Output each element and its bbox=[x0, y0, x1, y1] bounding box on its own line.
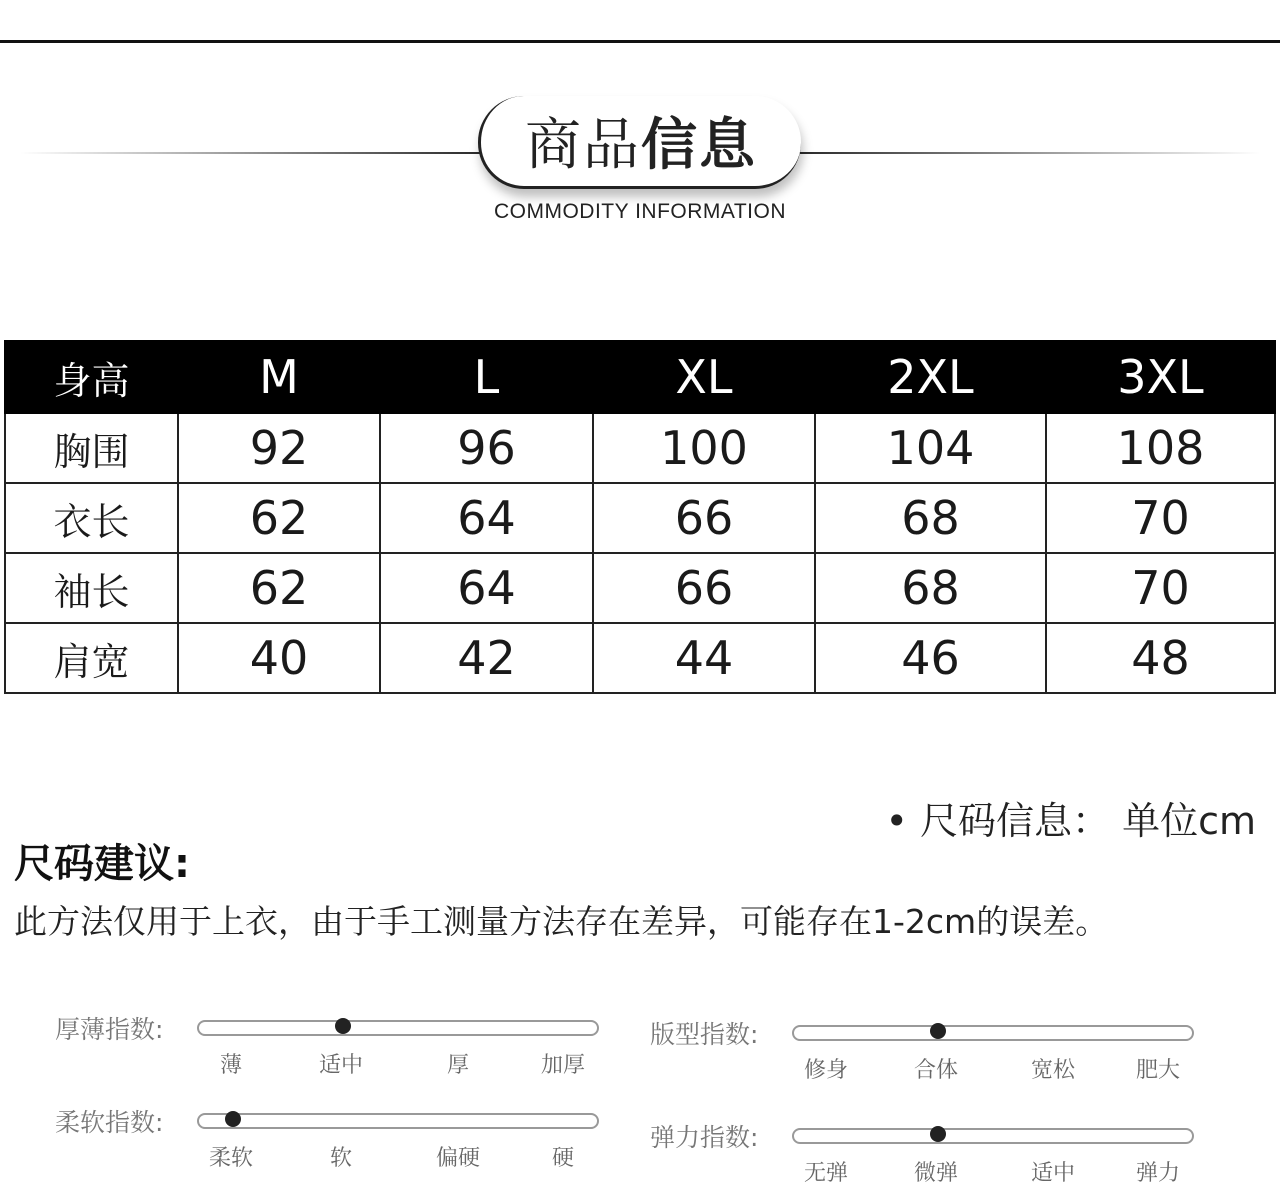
unit-note: • 尺码信息： 单位cm bbox=[885, 799, 1256, 843]
indicator-option: 修身 bbox=[803, 1058, 849, 1083]
table-cell: 62 bbox=[178, 553, 380, 623]
indicator-option: 弹力 bbox=[1135, 1161, 1181, 1186]
elasticity-indicator bbox=[650, 1118, 1250, 1198]
table-row bbox=[5, 483, 1275, 553]
title-divider-left bbox=[20, 152, 480, 154]
size-header: M bbox=[178, 341, 380, 413]
indicator-track bbox=[792, 1128, 1194, 1144]
table-row bbox=[5, 553, 1275, 623]
table-header-row bbox=[5, 341, 1275, 413]
table-cell: 68 bbox=[815, 553, 1046, 623]
table-cell: 108 bbox=[1046, 413, 1275, 483]
indicator-option: 微弹 bbox=[913, 1161, 959, 1186]
indicator-option: 厚 bbox=[446, 1053, 470, 1078]
indicator-option: 适中 bbox=[1030, 1161, 1076, 1186]
indicator-option: 软 bbox=[329, 1146, 353, 1171]
thickness-indicator bbox=[55, 1010, 655, 1090]
table-cell: 70 bbox=[1046, 553, 1275, 623]
indicator-track bbox=[197, 1113, 599, 1129]
table-cell: 70 bbox=[1046, 483, 1275, 553]
size-advice-title: 尺码建议: bbox=[14, 841, 190, 887]
indicator-label: 版型指数: bbox=[650, 1020, 759, 1049]
indicator-option: 适中 bbox=[318, 1053, 364, 1078]
size-header: XL bbox=[593, 341, 815, 413]
indicator-option: 加厚 bbox=[540, 1053, 586, 1078]
indicator-marker bbox=[930, 1126, 946, 1142]
top-divider bbox=[0, 40, 1280, 43]
table-cell: 64 bbox=[380, 553, 593, 623]
size-header: 2XL bbox=[815, 341, 1046, 413]
indicator-marker bbox=[225, 1111, 241, 1127]
indicator-option: 硬 bbox=[551, 1146, 575, 1171]
size-header: L bbox=[380, 341, 593, 413]
table-row bbox=[5, 413, 1275, 483]
table-cell: 66 bbox=[593, 553, 815, 623]
size-table bbox=[4, 340, 1276, 694]
title-divider-right bbox=[800, 152, 1260, 154]
indicator-marker bbox=[335, 1018, 351, 1034]
size-advice-text: 此方法仅用于上衣，由于手工测量方法存在差异，可能存在1-2cm的误差。 bbox=[14, 902, 1109, 941]
table-cell: 92 bbox=[178, 413, 380, 483]
table-cell: 96 bbox=[380, 413, 593, 483]
row-label: 衣长 bbox=[5, 483, 178, 553]
table-cell: 42 bbox=[380, 623, 593, 693]
row-label: 胸围 bbox=[5, 413, 178, 483]
table-cell: 66 bbox=[593, 483, 815, 553]
table-cell: 46 bbox=[815, 623, 1046, 693]
indicator-option: 偏硬 bbox=[435, 1146, 481, 1171]
fit-indicator bbox=[650, 1015, 1250, 1095]
table-cell: 40 bbox=[178, 623, 380, 693]
section-subtitle: COMMODITY INFORMATION bbox=[493, 200, 787, 223]
indicator-option: 宽松 bbox=[1030, 1058, 1076, 1083]
indicator-marker bbox=[930, 1023, 946, 1039]
indicator-option: 薄 bbox=[219, 1053, 243, 1078]
table-cell: 64 bbox=[380, 483, 593, 553]
section-title bbox=[478, 96, 801, 189]
row-label: 肩宽 bbox=[5, 623, 178, 693]
table-cell: 48 bbox=[1046, 623, 1275, 693]
indicator-option: 无弹 bbox=[803, 1161, 849, 1186]
indicator-track bbox=[197, 1020, 599, 1036]
table-row bbox=[5, 623, 1275, 693]
table-cell: 104 bbox=[815, 413, 1046, 483]
table-cell: 68 bbox=[815, 483, 1046, 553]
indicator-option: 肥大 bbox=[1135, 1058, 1181, 1083]
indicator-label: 柔软指数: bbox=[55, 1108, 164, 1137]
row-label: 袖长 bbox=[5, 553, 178, 623]
indicator-label: 弹力指数: bbox=[650, 1123, 759, 1152]
indicator-track bbox=[792, 1025, 1194, 1041]
table-cell: 100 bbox=[593, 413, 815, 483]
table-cell: 44 bbox=[593, 623, 815, 693]
table-cell: 62 bbox=[178, 483, 380, 553]
indicator-option: 柔软 bbox=[208, 1146, 254, 1171]
indicator-label: 厚薄指数: bbox=[55, 1015, 164, 1044]
softness-indicator bbox=[55, 1103, 655, 1183]
indicator-option: 合体 bbox=[913, 1058, 959, 1083]
size-header: 3XL bbox=[1046, 341, 1275, 413]
section-title-bold: 信息 bbox=[641, 113, 757, 178]
header-height-label: 身高 bbox=[5, 341, 178, 413]
section-title-light: 商品 bbox=[525, 113, 641, 178]
